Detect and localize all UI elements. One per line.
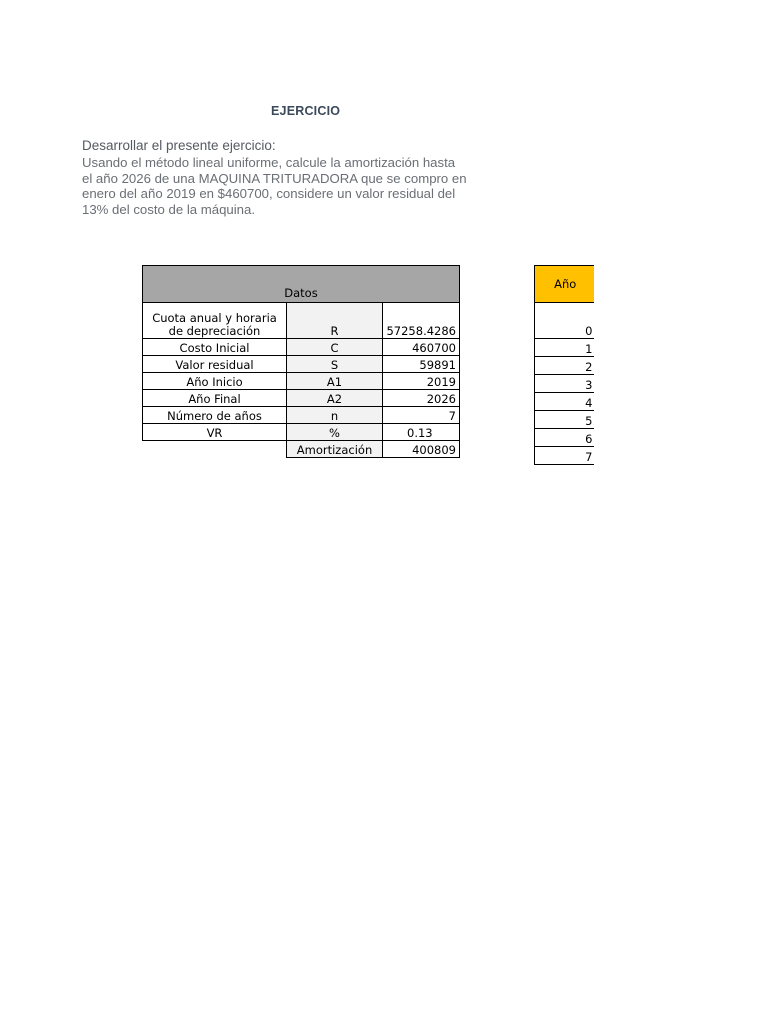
statement-line: 13% del costo de la máquina. (82, 201, 256, 217)
cell-symbol[interactable]: A1 (287, 373, 383, 390)
anio-cell[interactable]: 0 (535, 303, 594, 339)
label-line: Cuota anual y horaria (152, 311, 277, 325)
cell-value[interactable]: 7 (383, 407, 460, 424)
statement-line: el año 2026 de una MAQUINA TRITURADORA que se compro en (82, 170, 467, 186)
cell-label[interactable]: Año Final (143, 390, 287, 407)
cell-label[interactable]: VR (143, 424, 287, 441)
anio-cell[interactable]: 4 (535, 393, 594, 411)
label-line: de depreciación (168, 324, 261, 338)
cell-symbol[interactable]: % (287, 424, 383, 441)
cell-value[interactable]: 59891 (383, 356, 460, 373)
anio-cell[interactable]: 3 (535, 375, 594, 393)
cell-value[interactable]: 2019 (383, 373, 460, 390)
anio-header[interactable]: Año (535, 266, 594, 303)
page-title: EJERCICIO (271, 104, 341, 118)
statement-line: enero del año 2019 en $460700, considere un valor residual del (82, 186, 456, 202)
anio-cell[interactable]: 2 (535, 357, 594, 375)
cell-symbol[interactable]: A2 (287, 390, 383, 407)
statement-line: Usando el método lineal uniforme, calcule la amortización hasta (82, 155, 456, 170)
anio-cell[interactable]: 5 (535, 411, 594, 429)
cell-label[interactable]: Año Inicio (143, 373, 287, 390)
cell-label-cuota[interactable] (143, 303, 287, 339)
datos-table (142, 265, 460, 458)
amortizacion-value[interactable]: 400809 (383, 441, 460, 458)
cell-symbol[interactable]: C (287, 339, 383, 356)
cell-label[interactable]: Valor residual (143, 356, 287, 373)
exercise-statement (82, 155, 527, 217)
cell-label[interactable]: Costo Inicial (143, 339, 287, 356)
anio-table (534, 265, 594, 465)
cell-symbol[interactable]: R (287, 303, 383, 339)
anio-cell[interactable]: 6 (535, 429, 594, 447)
anio-cell[interactable]: 1 (535, 339, 594, 357)
cell-label[interactable]: Número de años (143, 407, 287, 424)
amortizacion-label[interactable]: Amortización (287, 441, 383, 458)
cell-symbol[interactable]: S (287, 356, 383, 373)
cell-value[interactable]: 460700 (383, 339, 460, 356)
anio-cell[interactable]: 7 (535, 447, 594, 465)
cell-symbol[interactable]: n (287, 407, 383, 424)
cell-value[interactable]: 57258.4286 (383, 303, 460, 339)
cell-value[interactable]: 0.13 (383, 424, 460, 441)
cell-value[interactable]: 2026 (383, 390, 460, 407)
empty-cell (143, 441, 287, 458)
exercise-heading: Desarrollar el presente ejercicio: (82, 138, 276, 153)
datos-header[interactable]: Datos (143, 266, 460, 303)
